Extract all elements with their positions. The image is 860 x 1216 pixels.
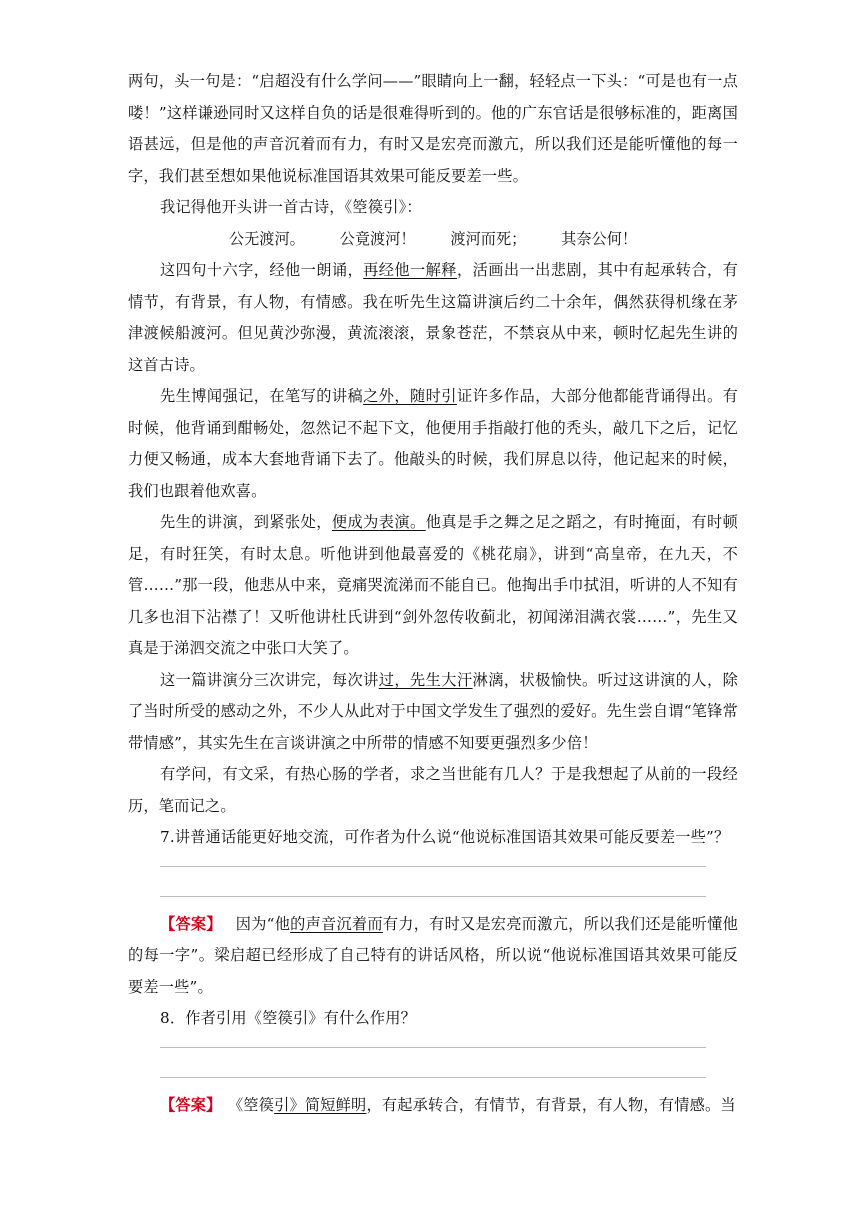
- paragraph-5-text-a: 先生的讲演，到紧张处，: [160, 513, 332, 531]
- answer-8-text-a: 《箜篌: [235, 1095, 275, 1114]
- paragraph-3-underlined: 再经他一解释: [363, 261, 457, 279]
- paragraph-7-text: 有学问，有文采，有热心肠的学者，求之当世能有几人？于是我想起了从前的一段经历，笔而记之。: [128, 765, 738, 815]
- paragraph-2-text: 我记得他开头讲一首古诗，《箜篌引》：: [160, 198, 422, 216]
- answer-line: [160, 866, 706, 867]
- poem-line-4: 其奈公何！: [561, 229, 638, 248]
- answer-tag: 【答案】: [160, 1095, 222, 1114]
- answer-7-text-b: 有力，有时又是宏亮而激亢，所以我们还是能听懂他的每一字”。梁启超已经形成了自己特有的讲话风格，所以说“他说标准国语其效果可能反要差一些”。: [128, 914, 738, 996]
- document-page: [128, 66, 738, 1121]
- poem-lines: [128, 224, 738, 256]
- question-8: [128, 1003, 738, 1035]
- paragraph-2: [128, 192, 738, 224]
- answer-lines-8: [128, 1035, 738, 1090]
- paragraph-4-underlined: 之外，随时引: [363, 387, 457, 405]
- answer-line: [160, 1047, 706, 1048]
- question-7: [128, 822, 738, 854]
- poem-line-3: 渡河而死；: [450, 229, 527, 248]
- paragraph-6-underlined: 过，先生大汗: [378, 670, 473, 689]
- paragraph-1: [128, 66, 738, 192]
- paragraph-6-text-a: 这一篇讲演分三次讲完，每次讲: [160, 670, 379, 689]
- answer-7: [128, 909, 738, 1004]
- answer-line: [160, 896, 706, 897]
- paragraph-6: [128, 665, 738, 760]
- paragraph-5: [128, 507, 738, 665]
- answer-7-text-a: 因为“他: [235, 914, 291, 933]
- question-7-text: 7.讲普通话能更好地交流，可作者为什么说“他说标准国语其效果可能反要差一些”？: [160, 828, 730, 846]
- paragraph-5-text-b: 他真是手之舞之足之蹈之，有时掩面，有时顿足，有时狂笑，有时太息。听他讲到他最喜爱的《桃花扇》，讲到“高皇帝，在九天，不管……”那一段，他悲从中来，竟痛哭流涕而不能自已。他掏出手巾拭泪，听讲的人不知有几多也泪下沾襟了！又听他讲杜氏讲到“剑外忽传收蓟北，初闻涕泪满衣裳……”，先生又真是于涕泗交流之中张口大笑了。: [128, 513, 739, 657]
- answer-8-underlined: 引》简短鲜明: [274, 1095, 367, 1114]
- paragraph-4: [128, 381, 738, 507]
- answer-tag: 【答案】: [160, 914, 222, 933]
- poem-line-1: 公无渡河。: [228, 229, 305, 248]
- paragraph-1-text: 两句，头一句是：“启超没有什么学问——”眼睛向上一翻，轻轻点一下头：“可是也有一点喽！”这样谦逊同时又这样自负的话是很难得听到的。他的广东官话是很够标准的，距离国语甚远，但是他的声音沉着而有力，有时又是宏亮而激亢，所以我们还是能听懂他的每一字，我们甚至想如果他说标准国语其效果可能反要差一些。: [128, 72, 738, 185]
- answer-8: [128, 1090, 738, 1122]
- answer-8-text-b: ，有起承转合，有情节，有背景，有人物，有情感。当: [366, 1095, 736, 1114]
- paragraph-3-text-b: ，活画出一出悲剧，其中有起承转合，有情节，有背景，有人物，有情感。我在听先生这篇讲演后约二十余年，偶然获得机缘在茅津渡候船渡河。但见黄沙弥漫，黄流滚滚，景象苍茫，不禁哀从中来，顿时忆起先生讲的这首古诗。: [128, 261, 738, 374]
- answer-7-underlined: 的声音沉着而: [290, 914, 383, 933]
- paragraph-3: [128, 255, 738, 381]
- poem-line-2: 公竟渡河！: [339, 229, 416, 248]
- paragraph-5-underlined: 便成为表演。: [331, 513, 426, 531]
- paragraph-6-text-b: 淋漓，状极愉快。听过这讲演的人，除了当时所受的感动之外，不少人从此对于中国文学发生了强烈的爱好。先生尝自谓“笔锋常带情感”，其实先生在言谈讲演之中所带的情感不知要更强烈多少倍！: [128, 670, 738, 752]
- paragraph-4-text-a: 先生博闻强记，在笔写的讲稿: [160, 387, 364, 405]
- answer-lines-7: [128, 854, 738, 909]
- paragraph-7: [128, 759, 738, 822]
- question-8-text: 8．作者引用《箜篌引》有什么作用？: [160, 1009, 417, 1027]
- paragraph-4-text-b: 证许多作品，大部分他都能背诵得出。有时候，他背诵到酣畅处，忽然记不起下文，他便用手指敲打他的秃头，敲几下之后，记忆力便又畅通，成本大套地背诵下去了。他敲头的时候，我们屏息以待，他记起来的时候，我们也跟着他欢喜。: [128, 387, 738, 500]
- paragraph-3-text-a: 这四句十六字，经他一朗诵，: [160, 261, 364, 279]
- answer-line: [160, 1077, 706, 1078]
